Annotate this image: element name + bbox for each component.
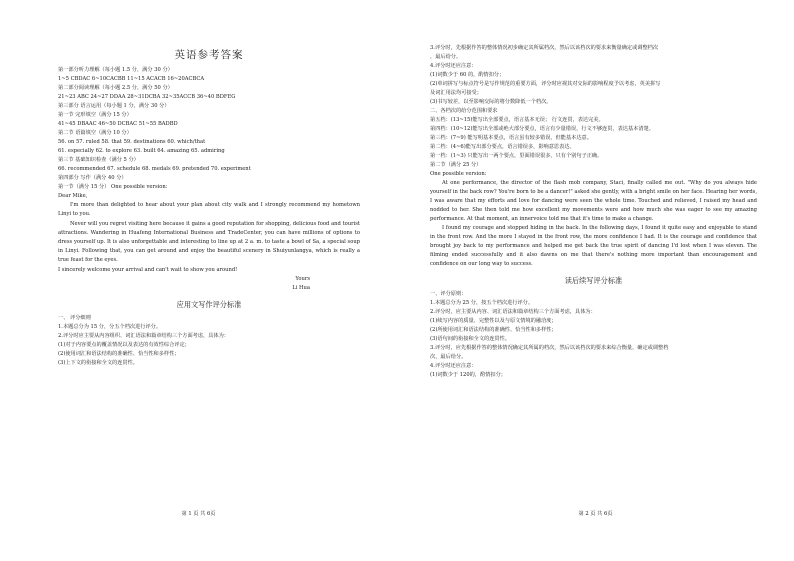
text-line: (2)单词拼写与标点符号是写作规范的重要方面，评分时应视其对交际的影响程度予以考虑，英美拼写 xyxy=(430,81,661,87)
page-2-content xyxy=(430,44,757,484)
text-line: 1.本题总分为 15 分，分五个档次进行评分。 xyxy=(58,324,162,331)
text-line: 第四档：(10~12)能写出全部或绝大部分要点，语言有少量错误，行文不够连贯，表达基本清楚。 xyxy=(430,126,654,132)
text-line: 4.评分时还应注意： xyxy=(430,63,477,69)
text-line: 1.本题总分为 25 分，按五个档次进行评分。 xyxy=(430,300,534,306)
text-line: 4.评分时还应注意： xyxy=(430,363,477,369)
text-line: ，最后给分。 xyxy=(430,54,462,60)
text-line: 61. especially 62. to explore 63. built 64. amazing 65. admiring xyxy=(58,148,225,154)
text-line: 第二节 语篇填空（满分 10 分） xyxy=(58,130,132,136)
story-paragraph-1: At one performance, the director of the flash mob company, Staci, finally called me out. "Why do you always hide yourself in the back row? You're born to be a dancer!" asked she gently, with a bright smile on her face. Hearing her words, I was aware that my efforts and love for dancing were seen the whole time. Touched and relieved, I raised my head and nodded to her. She then told me how excellent my movements were and how much she was eager to see my amazing performance. At that moment, an innervoice told me that it's time to make a change. xyxy=(430,180,757,222)
rubric-title-2: 读后续写评分标准 xyxy=(564,276,623,285)
text-line: 2.评分时，应主要从内容、词汇语法和篇章结构三个方面考虑，具体为： xyxy=(430,309,596,315)
letter xyxy=(58,192,360,293)
text-line: 56. on 57. ruled 58. that 59. destinations 60. which/that xyxy=(58,139,206,145)
text-line: 2.评分时应主要从内容组织、词汇语法和篇章结构三个方面考虑，具体为： xyxy=(58,333,229,340)
rubric-section-2 xyxy=(430,290,757,380)
text-line: 第二部分阅读理解（每小题 2.5 分，满分 50 分） xyxy=(58,85,173,91)
text-line: 3.评分时，应先根据作答的整体情况确定其所属的档次，然后以该档次的要求来综合衡量，确定或调整档 xyxy=(430,345,669,351)
text-line: 第三节 基础知识检查（满分 5 分） xyxy=(58,157,139,163)
text-line: 二、各档次的给分范围和要求 xyxy=(430,108,498,114)
text-line: (3)上下文的衔接和全文的连贯性。 xyxy=(58,360,138,367)
text-line: (1)对于内容要点的覆盖情况以及表达的有效性综合评定； xyxy=(58,342,190,349)
text-line: 第一节（满分 15 分） One possible version: xyxy=(58,184,168,190)
letter-greeting: Dear Mike, xyxy=(58,193,88,199)
text-line: 第二档：(4~6)能写出部分要点，语言错误多，影响意思表达。 xyxy=(430,144,575,150)
text-line: 第二节（满分 25 分） xyxy=(430,162,482,168)
text-line: 1~5 CBDAC 6~10CACBB 11~15 ACACB 16~20ACBCA xyxy=(58,76,205,82)
grading-section xyxy=(430,44,757,179)
rubric-section-1 xyxy=(58,314,360,368)
text-line: 一、 评分细则 xyxy=(58,315,91,322)
text-line: (3)书写较差，以至影响交际的将分数降低一个档次。 xyxy=(430,99,552,105)
story-paragraph-2: I found my courage and stopped hiding in the back. In the following days, I found it quite easy and enjoyable to stand in the front row. And the more I stayed in the front row, the more confidence I had. It is the courage and confidence that brought joy back to my performance and helped me get back the true spirit of dancing I'd lost when I was eleven. The filming ended successfully and it also dawns on me that there's nothing more important than encouragement and confidence on our long way to success. xyxy=(430,225,757,267)
text-line: 及词汇用法均可接受； xyxy=(430,90,482,96)
text-line: 第一档：(1~3) 只能写出一两个要点，里面错误很多，只有个别句子正确。 xyxy=(430,153,603,159)
text-line: (1)续写内容的质量、完整性以及与原文情境的融洽度； xyxy=(430,318,557,324)
text-line: 21~23 ABC 24~27 DDAA 28~31DCBA 32~35ACCB 36~40 BDFEG xyxy=(58,94,236,100)
page-footer-1: 第 1 页 共 6页 xyxy=(181,511,216,517)
text-line: (2)使用词汇和语法结构的准确性、恰当性和多样性； xyxy=(58,351,180,358)
text-line: 第三部分 语言运用（每小题 1 分，满分 30 分） xyxy=(58,103,170,109)
letter-paragraph-3: I sincerely welcome your arrival and can't wait to show you around! xyxy=(58,266,238,273)
rubric-title-1: 应用文写作评分标准 xyxy=(176,300,242,310)
text-line: 第一节 完形填空（满分 15 分） xyxy=(58,112,132,118)
letter-sign-yours: Yours xyxy=(295,275,310,282)
text-line: (3)语句间的衔接和全文的连贯性。 xyxy=(430,336,510,342)
text-line: 3.评分时，先根据作答的整体情况初步确定其所属档次，然后以该档次的要求来衡量确定或调整档次 xyxy=(430,45,659,51)
text-line: (2)所使用词汇和语法结构的准确性、恰当性和多样性； xyxy=(430,327,557,333)
text-line: 第四部分 写作（满分 40 分） xyxy=(58,175,127,181)
page-footer-2: 第 2 页 共 6页 xyxy=(578,511,613,517)
text-line: 66. recommended 67. schedule 68. medals 69. pretended 70. experiment xyxy=(58,166,251,172)
answer-section xyxy=(58,66,360,192)
text-line: 次，最后给分。 xyxy=(430,354,467,360)
letter-paragraph-1: I'm more than delighted to hear about your plan about city walk and I strongly recommend my hometown Linyi to you. xyxy=(58,202,360,218)
page-1-content xyxy=(58,44,360,484)
page-2 xyxy=(397,0,794,561)
text-line: One possible version: xyxy=(430,171,487,177)
text-line: (1)词数少于 60 的，酌情扣分； xyxy=(430,72,505,78)
text-line: (1)词数少于 120的，酌情扣分； xyxy=(430,372,506,378)
text-line: 41~45 DBAAC 46~50 DCBAC 51~55 BADBD xyxy=(58,121,178,127)
answer-key-title: 英语参考答案 xyxy=(174,49,244,61)
letter-paragraph-2: Never will you regret visiting here because it gains a good reputation for shopping, delicious food and tourist attractions. Wandering in Huafeng International Business and TradeCenter, you can have millions of options to dress yourself up. It is also unforgettable and interesting to line up at 2 a. m. to taste a bowl of Sa, a special soup in Linyi. Following that, you can get around and enjoy the beautiful scenery in Shuiyunlangya, which is really a true feast for the eyes. xyxy=(58,220,360,264)
text-line: 一、评分原则： xyxy=(430,291,467,297)
text-line: 第五档：(13~15)能写出全部要点，语言基本无误； 行文连贯，表达完美。 xyxy=(430,117,604,123)
letter-sign-name: Li Hua xyxy=(292,285,310,292)
text-line: 第一部分听力理解（每小题 1.5 分，满分 30 分） xyxy=(58,67,173,73)
text-line: 第三档：(7~9) 能写明基本要点，语言虽有较多错误，但能基本达意。 xyxy=(430,135,592,141)
